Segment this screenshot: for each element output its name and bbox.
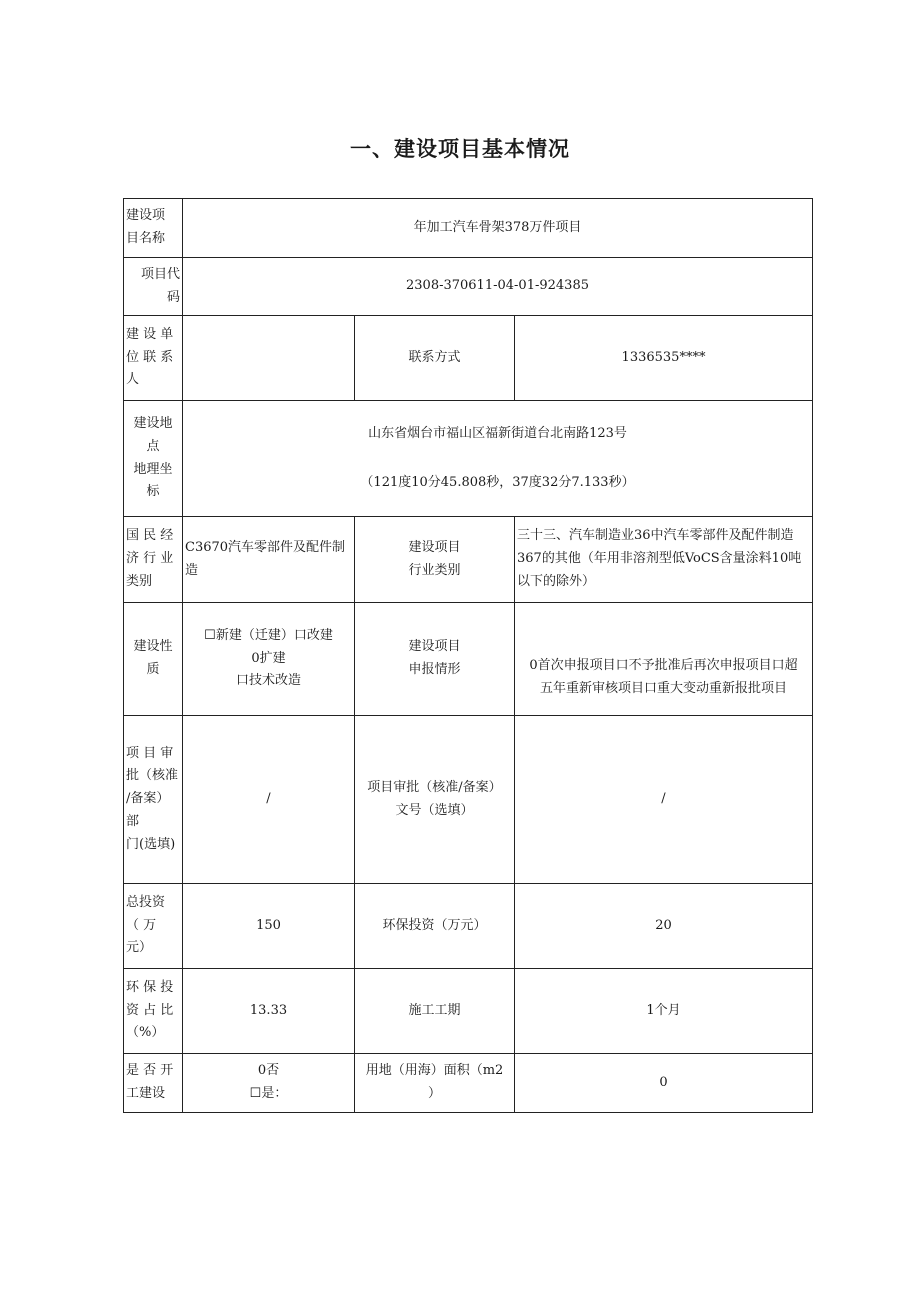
nature-option: ☐新建（迁建）口改建 (204, 627, 333, 643)
label-line: 部 (126, 813, 140, 829)
row-project-name (124, 199, 813, 258)
label-approval-doc (355, 716, 515, 884)
label-line: 建设项目 (408, 639, 461, 655)
value-location (183, 401, 813, 517)
label-line: 质 (146, 662, 160, 677)
label-line: 项目审批（核准/备案） (367, 779, 502, 795)
value-site: 山东省烟台市福山区福新街道台北南路123号 (368, 425, 627, 441)
label-project-industry (355, 517, 515, 603)
value-contact-person (183, 316, 355, 401)
value-project-code: 2308-370611-04-01-924385 (183, 258, 813, 316)
started-option: 0否 (257, 1063, 280, 1079)
label-contact (124, 316, 183, 401)
label-contact-method: 联系方式 (355, 316, 515, 401)
report-line: 五年重新审核项目口重大变动重新报批项目 (539, 681, 787, 696)
label-line: 项 目 审 (126, 745, 174, 761)
row-contact (124, 316, 813, 401)
report-line: 0首次申报项目口不予批准后再次申报项目口超 (529, 658, 798, 674)
nature-option: 0扩建 (251, 650, 286, 666)
label-line: 门(选填) (126, 836, 176, 852)
label-line: 类别 (126, 573, 153, 589)
label-line: 文号（选填） (395, 802, 474, 818)
label-nature (124, 603, 183, 716)
label-line: 资 占 比 (126, 1002, 174, 1018)
label-line: 人 (126, 372, 140, 388)
label-line: （%） (126, 1025, 165, 1041)
label-line: 总投资 (126, 894, 166, 910)
label-industry (124, 517, 183, 603)
value-report-type (515, 603, 813, 716)
value-nature (183, 603, 355, 716)
label-started (124, 1054, 183, 1113)
started-option: ☐是： (249, 1086, 288, 1101)
label-project-code (124, 258, 183, 316)
value-project-industry: 三十三、汽车制造业36中汽车零部件及配件制造367的其他（年用非溶剂型低VoCS含量涂料10吨以下的除外） (515, 517, 813, 603)
row-location (124, 401, 813, 517)
label-construction-period: 施工工期 (355, 969, 515, 1054)
project-info-table (123, 198, 813, 1113)
value-total-investment: 150 (183, 884, 355, 969)
label-line: 济 行 业 (126, 551, 174, 567)
label-line: 用地（用海）面积（m2 (365, 1063, 504, 1079)
row-ratio (124, 969, 813, 1054)
label-line: 标 (146, 484, 160, 500)
label-line: 批（核准 (126, 768, 179, 784)
label-land-area (355, 1054, 515, 1113)
label-line: 项目代 (140, 266, 180, 282)
value-approval-dept: / (183, 716, 355, 884)
page-title: 一、建设项目基本情况 (350, 137, 570, 161)
label-line: （ 万 (126, 917, 157, 933)
label-line: 目名称 (126, 231, 166, 246)
label-line: 建设项 (126, 208, 166, 224)
value-national-industry: C3670汽车零部件及配件制造 (183, 517, 355, 603)
value-coordinates: （121度10分45.808秒，37度32分7.133秒） (360, 474, 635, 490)
row-project-code (124, 258, 813, 316)
label-line: 码 (166, 289, 180, 305)
label-line: 建设性 (133, 639, 173, 655)
value-env-investment: 20 (515, 884, 813, 969)
label-line: 是 否 开 (126, 1063, 174, 1079)
label-line: 点 (146, 438, 160, 454)
label-line: /备案） (126, 791, 170, 807)
label-line: 建设项目 (408, 539, 461, 555)
label-line: 地理坐 (133, 461, 173, 477)
label-line: 元） (126, 940, 153, 956)
label-line: 国 民 经 (126, 528, 174, 544)
row-nature (124, 603, 813, 716)
value-land-area: 0 (515, 1054, 813, 1113)
label-approval (124, 716, 183, 884)
value-approval-doc: / (515, 716, 813, 884)
row-started (124, 1054, 813, 1113)
value-env-ratio: 13.33 (183, 969, 355, 1054)
label-line: 环 保 投 (126, 979, 174, 995)
value-contact-method: 1336535**** (515, 316, 813, 401)
label-ratio (124, 969, 183, 1054)
label-report-type (355, 603, 515, 716)
label-line: 位 联 系 (126, 349, 174, 365)
label-investment (124, 884, 183, 969)
nature-option: 口技术改造 (235, 673, 301, 689)
row-industry (124, 517, 813, 603)
label-line: 建设地 (133, 416, 173, 431)
label-line: ） (427, 1086, 441, 1101)
value-construction-period: 1个月 (515, 969, 813, 1054)
value-started (183, 1054, 355, 1113)
row-approval (124, 716, 813, 884)
value-project-name: 年加工汽车骨架378万件项目 (183, 199, 813, 258)
label-project-name (124, 199, 183, 258)
label-line: 申报情形 (408, 662, 461, 677)
row-investment (124, 884, 813, 969)
label-line: 建 设 单 (126, 326, 174, 342)
label-location (124, 401, 183, 517)
label-env-investment: 环保投资（万元） (355, 884, 515, 969)
label-line: 工建设 (126, 1086, 166, 1101)
label-line: 行业类别 (408, 562, 461, 578)
